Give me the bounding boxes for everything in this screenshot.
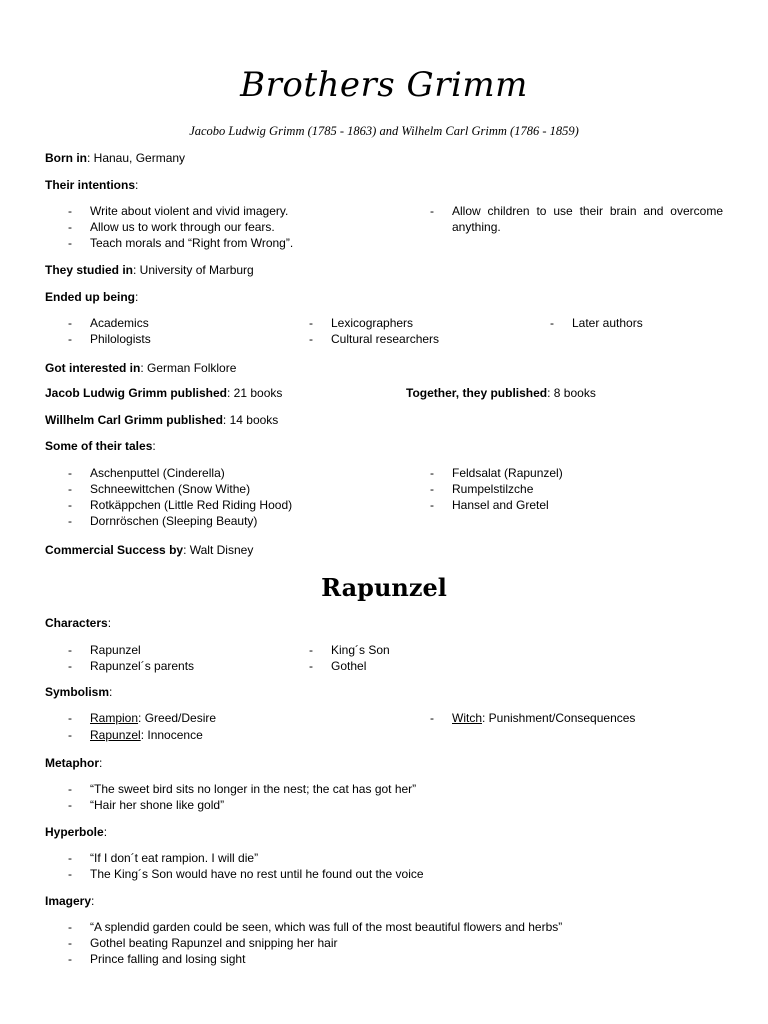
wilhelm-published-line (45, 412, 278, 428)
imagery-colon: : (91, 894, 95, 908)
hyperbole-label: Hyperbole (45, 825, 104, 839)
born-in-label: Born in (45, 151, 87, 165)
list-item: - Academics (68, 315, 151, 331)
list-item: - Lexicographers (309, 315, 439, 331)
list-item: - Dornröschen (Sleeping Beauty) (68, 513, 292, 529)
list-item: - Feldsalat (Rapunzel) (430, 465, 563, 481)
intentions-label: Their intentions (45, 178, 135, 192)
commercial-line (45, 542, 253, 558)
interested-in-line (45, 360, 236, 376)
list-item: - Rotkäppchen (Little Red Riding Hood) (68, 497, 292, 513)
list-item (68, 710, 216, 727)
hyperbole-colon: : (103, 825, 108, 839)
list-item (68, 727, 216, 744)
ended-up-heading (45, 289, 138, 305)
characters-list-col1 (68, 642, 194, 674)
metaphor-label: Metaphor (45, 756, 99, 770)
ended-up-list-col1 (68, 315, 151, 347)
symbolism-list-right (430, 710, 635, 726)
characters-list-col2 (309, 642, 390, 674)
together-published-line (406, 385, 596, 401)
list-item: - Schneewittchen (Snow Withe) (68, 481, 292, 497)
symbolism-colon: : (109, 685, 113, 699)
jacob-published-label: Jacob Ludwig Grimm published (45, 386, 228, 400)
interested-in-label: Got interested in (45, 361, 141, 375)
metaphor-list (68, 781, 416, 813)
list-item: - The King´s Son would have no rest until he found out the voice (68, 866, 424, 882)
tales-heading (45, 438, 156, 454)
list-item: - Gothel (309, 658, 390, 674)
list-item: - Prince falling and losing sight (68, 951, 562, 967)
wilhelm-published-label: Willhelm Carl Grimm published (45, 413, 223, 427)
list-item: - Teach morals and “Right from Wrong”. (68, 235, 293, 251)
interested-in-value: : German Folklore (140, 361, 237, 375)
ended-up-label: Ended up being (45, 290, 135, 304)
characters-label: Characters (45, 616, 108, 630)
symbol-term: Witch (452, 711, 482, 725)
characters-colon: : (107, 616, 112, 630)
jacob-published-value: : 21 books (227, 386, 283, 400)
symbol-meaning: : Greed/Desire (138, 711, 217, 725)
list-item: - “The sweet bird sits no longer in the nest; the cat has got her” (68, 781, 416, 797)
symbol-meaning: : Punishment/Consequences (482, 711, 636, 725)
list-item: - Aschenputtel (Cinderella) (68, 465, 292, 481)
list-item (430, 710, 635, 726)
symbol-meaning: : Innocence (140, 728, 203, 742)
list-item: - Later authors (550, 315, 643, 331)
studied-in-value: : University of Marburg (133, 263, 254, 277)
list-item: - King´s Son (309, 642, 390, 658)
list-item: - Rapunzel (68, 642, 194, 658)
list-item: - Gothel beating Rapunzel and snipping her hair (68, 935, 562, 951)
jacob-published-line (45, 385, 282, 401)
list-item: - Hansel and Gretel (430, 497, 563, 513)
studied-in-label: They studied in (45, 263, 134, 277)
list-item: - Allow us to work through our fears. (68, 219, 293, 235)
commercial-value: : Walt Disney (183, 543, 254, 557)
studied-in-line (45, 262, 254, 278)
tales-list-left (68, 465, 292, 529)
list-item: - “Hair her shone like gold” (68, 797, 416, 813)
imagery-list (68, 919, 562, 967)
document-title: Brothers Grimm (240, 65, 528, 105)
list-item: - Cultural researchers (309, 331, 439, 347)
symbolism-label: Symbolism (45, 685, 110, 699)
together-published-label: Together, they published (406, 386, 548, 400)
hyperbole-list (68, 850, 424, 882)
tales-label: Some of their tales (45, 439, 153, 453)
wilhelm-published-value: : 14 books (222, 413, 279, 427)
tales-list-right (430, 465, 563, 513)
metaphor-heading (45, 755, 102, 771)
rapunzel-heading: Rapunzel (321, 573, 447, 602)
born-in-value: : Hanau, Germany (87, 151, 186, 165)
list-item: - “If I don´t eat rampion. I will die” (68, 850, 424, 866)
list-item: - Allow children to use their brain and overcome anything. (430, 203, 723, 235)
metaphor-colon: : (99, 756, 103, 770)
list-item: - Rumpelstilzche (430, 481, 563, 497)
symbol-term: Rapunzel (90, 728, 141, 742)
document-subtitle: Jacobo Ludwig Grimm (1785 - 1863) and Wilhelm Carl Grimm (1786 - 1859) (189, 124, 579, 138)
intentions-list-left (68, 203, 293, 251)
list-item: - “A splendid garden could be seen, which was full of the most beautiful flowers and herbs” (68, 919, 562, 935)
symbolism-list-left (68, 710, 216, 744)
intentions-colon: : (135, 178, 139, 192)
symbol-term: Rampion (90, 711, 139, 725)
intentions-list-right (430, 203, 723, 235)
hyperbole-heading (45, 824, 107, 840)
imagery-label: Imagery (45, 894, 92, 908)
tales-colon: : (152, 439, 156, 453)
ended-up-list-col2 (309, 315, 439, 347)
ended-up-colon: : (135, 290, 139, 304)
imagery-heading (45, 893, 94, 909)
born-in-line (45, 150, 185, 166)
list-item: - Philologists (68, 331, 151, 347)
characters-heading (45, 615, 111, 631)
list-item: - Rapunzel´s parents (68, 658, 194, 674)
ended-up-list-col3 (550, 315, 643, 331)
symbolism-heading (45, 684, 112, 700)
together-published-value: : 8 books (547, 386, 596, 400)
list-item: - Write about violent and vivid imagery. (68, 203, 293, 219)
commercial-label: Commercial Success by (45, 543, 184, 557)
intentions-heading (45, 177, 138, 193)
